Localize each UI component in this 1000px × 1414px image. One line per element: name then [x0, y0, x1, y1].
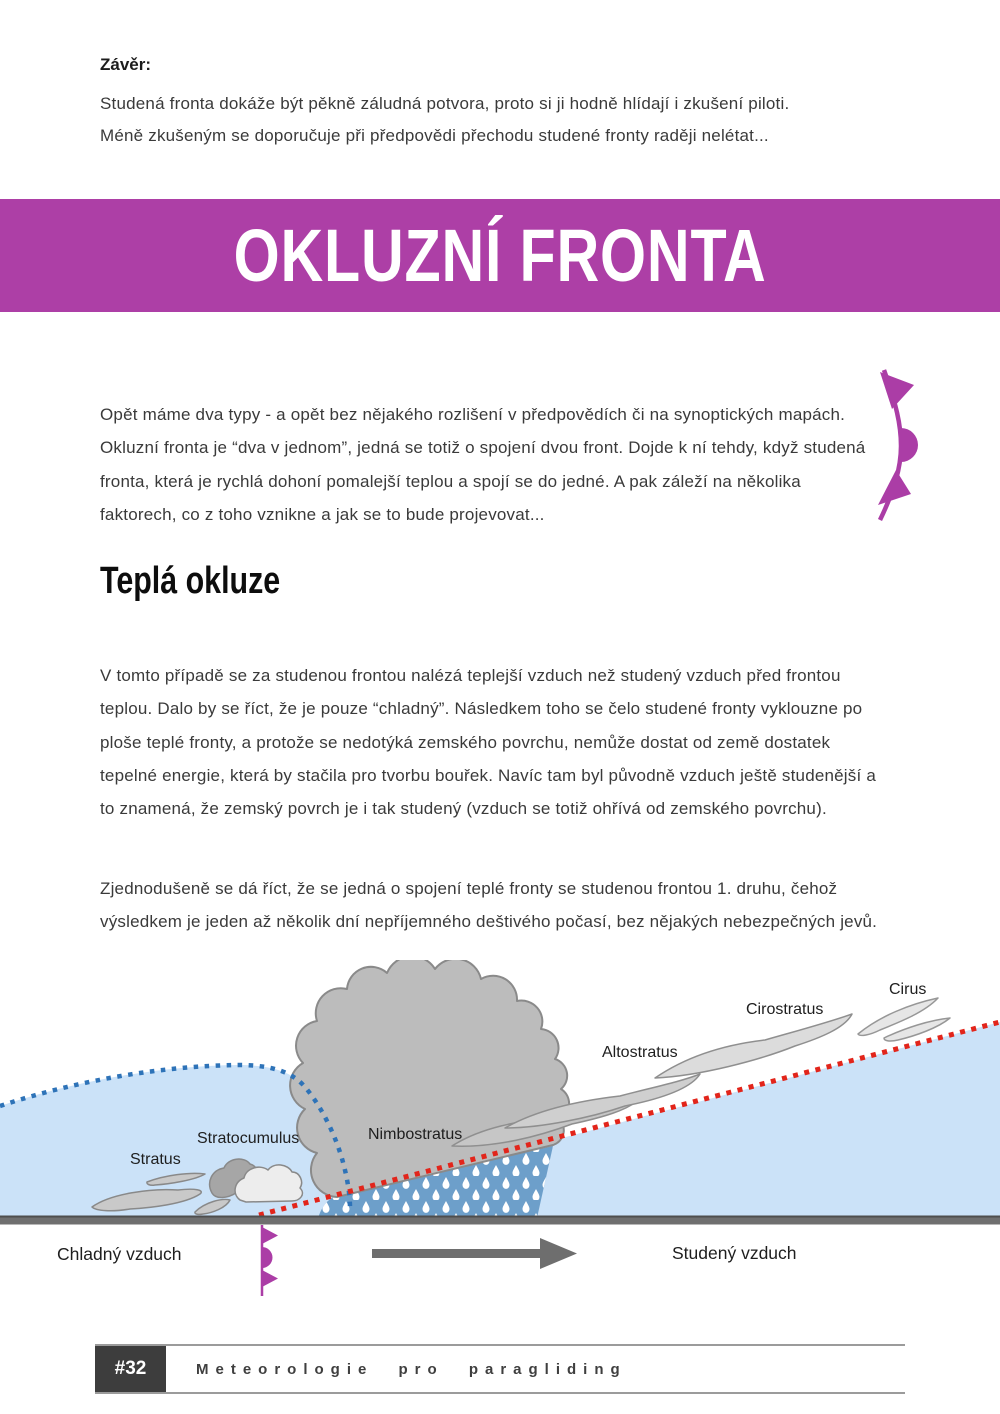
movement-arrow-icon	[372, 1238, 577, 1269]
issue-number-badge: #32	[95, 1346, 166, 1392]
section-heading: Teplá okluze	[100, 560, 281, 602]
chapter-banner	[0, 199, 1000, 312]
cirus-label: Cirus	[889, 981, 927, 998]
occluded-front-symbol-icon	[870, 364, 926, 533]
conclusion-text	[100, 88, 789, 151]
conclusion-line-2: Méně zkušeným se doporučuje při předpovědi přechodu studené fronty raději nelétat...	[100, 125, 769, 145]
section-paragraph-2: Zjednodušeně se dá říct, že se jedná o spojení teplé fronty se studenou frontou 1. druhu, čehož výsledkem je jeden až několik dní nepříjemného deštivého počasí, bez nějakých nebezpečných jevů.	[100, 879, 878, 932]
footer-book-title: Meteorologie pro paragliding	[196, 1360, 627, 1378]
cold-air-left-label: Chladný vzduch	[57, 1244, 182, 1264]
chapter-title: OKLUZNÍ FRONTA	[233, 214, 767, 297]
ground-bar-edge	[0, 1216, 1000, 1218]
page-footer	[95, 1344, 905, 1394]
intro-paragraph: Opět máme dva typy - a opět bez nějakého rozlišení v předpovědích či na synoptických mapách. Okluzní fronta je “dva v jednom”, jedná se totiž o spojení dvou front. Dojde k ní tehdy, když studená fronta, která je rychlá dohoní pomalejší teplou a spojí se do jedné. A pak záleží na několika faktorech, co z toho vznikne a jak se to bude projevovat...	[100, 405, 866, 524]
nimbostratus-label: Nimbostratus	[368, 1126, 463, 1143]
section-paragraph-1: V tomto případě se za studenou frontou nalézá teplejší vzduch než studený vzduch před frontou teplou. Dalo by se říct, že je pouze “chladný”. Následkem toho se čelo studené fronty vyklouzne po ploše teplé fronty, a protože se nedotýká zemského povrchu, nemůže dostat od země dostatek tepelné energie, která by stačila pro tvorbu bouřek. Navíc tam byl původně vzduch ještě studenější a to znamená, že zemský povrch je i tak studený (vzduch se totiž ohřívá od zemského povrchu).	[100, 666, 876, 819]
conclusion-heading: Závěr:	[100, 55, 152, 74]
cold-air-right-label: Studený vzduch	[672, 1243, 797, 1263]
cirostratus-label: Cirostratus	[746, 1001, 824, 1018]
cirus-cloud	[858, 998, 950, 1041]
conclusion-line-1: Studená fronta dokáže být pěkně záludná potvora, proto si ji hodně hlídají i zkušení piloti.	[100, 94, 790, 113]
occluded-front-surface-icon	[262, 1225, 278, 1296]
altostratus-label: Altostratus	[602, 1044, 678, 1061]
stratocumulus-label: Stratocumulus	[197, 1130, 300, 1147]
cirostratus-cloud	[655, 1014, 852, 1078]
stratus-label: Stratus	[130, 1151, 181, 1168]
warm-occlusion-diagram	[0, 960, 1000, 1312]
